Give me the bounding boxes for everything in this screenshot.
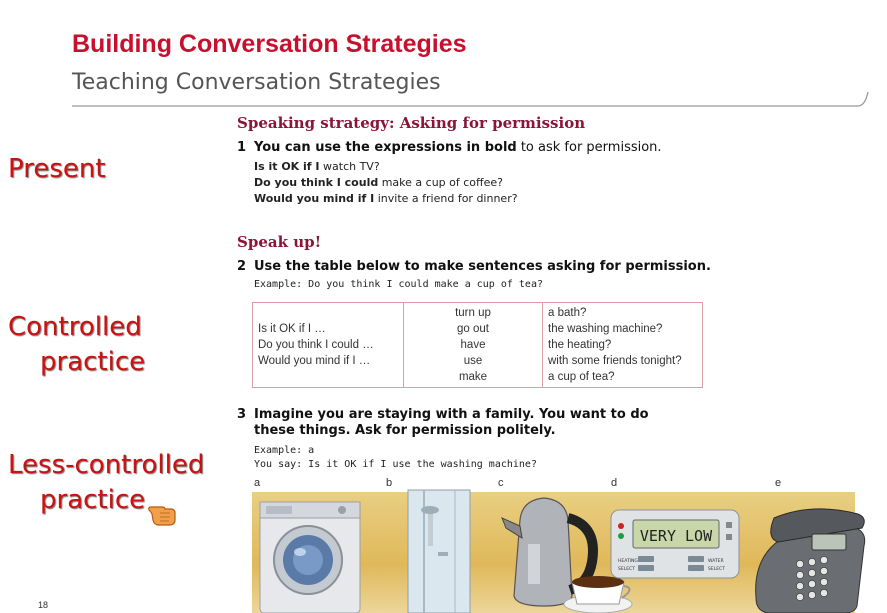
q1-instruction [254,140,662,156]
q3-number: 3 [237,407,247,422]
q1-text-pre: You can use the expressions in [254,140,485,155]
thermostat-icon [611,510,739,578]
image-letter-b: b [386,477,393,489]
q1-text-post: to ask for permission. [516,140,662,155]
example-3-bold: Would you mind if I [254,192,375,205]
example-3-rest: invite a friend for dinner? [374,192,518,205]
example-line-1 [254,159,380,175]
subject-3: Would you mind if I … [258,355,371,367]
q1-text-bold: bold [484,140,517,155]
table-col-objects [543,303,703,388]
title-underline [70,80,870,110]
example-1-bold: Is it OK if I [254,160,320,173]
object-3: the heating? [548,339,612,351]
example-line-2 [254,175,503,191]
table-col-subjects [253,303,404,388]
coffee-cup-icon [564,576,632,613]
object-5: a cup of tea? [548,371,615,383]
object-2: the washing machine? [548,323,663,335]
thermostat-label-water: WATER [708,559,724,564]
image-letter-a: a [254,477,261,489]
object-4: with some friends tonight? [548,355,682,367]
pointing-hand-icon [146,500,178,528]
subject-1: Is it OK if I … [258,323,326,335]
slide-subtitle: Teaching Conversation Strategies [72,70,441,95]
thermostat-label-select-right: SELECT [708,567,725,572]
verb-2: go out [457,323,489,335]
example-1-rest: watch TV? [319,160,380,173]
example-2-bold: Do you think I could [254,176,379,189]
verb-4: use [463,355,483,367]
verb-3: have [460,339,486,351]
q2-number: 2 [237,259,247,274]
thermostat-label-select-left: SELECT [618,567,635,572]
permission-table [252,302,703,388]
object-1: a bath? [548,307,587,319]
stage-controlled-line1: Controlled [8,312,142,342]
image-letter-c: c [498,477,504,489]
stage-less-controlled-line1: Less-controlled [8,450,205,480]
q1-number: 1 [237,140,247,155]
example-line-3 [254,191,518,207]
stage-less-controlled-line2: practice [40,485,146,515]
q3-example-line2: You say: Is it OK if I use the washing machine? [254,459,537,470]
q2-example: Example: Do you think I could make a cup of tea? [254,279,543,290]
speak-up-heading: Speak up! [237,233,322,251]
slide-title: Building Conversation Strategies [72,30,467,58]
appliance-illustrations [252,488,887,613]
shower-icon [408,490,470,613]
q3-example-line1: Example: a [254,445,315,456]
table-col-verbs [404,303,543,388]
image-letter-d: d [611,477,618,489]
stage-controlled-line2: practice [40,347,146,377]
verb-5: make [458,371,488,383]
thermostat-display: VERY LOW [639,527,713,545]
image-letter-e: e [775,477,782,489]
strategy-heading: Speaking strategy: Asking for permission [237,114,586,132]
q3-instruction: Imagine you are staying with a family. You want to do these things. Ask for permission politely. [254,407,649,438]
page-number: 18 [38,600,49,610]
subject-2: Do you think I could … [258,339,374,351]
verb-1: turn up [455,307,491,319]
washing-machine-icon [260,502,360,613]
stage-present: Present [8,154,106,184]
telephone-icon [756,509,865,613]
thermostat-label-heating: HEATING [618,559,638,564]
example-2-rest: make a cup of coffee? [378,176,503,189]
q2-instruction: Use the table below to make sentences asking for permission. [254,259,711,274]
